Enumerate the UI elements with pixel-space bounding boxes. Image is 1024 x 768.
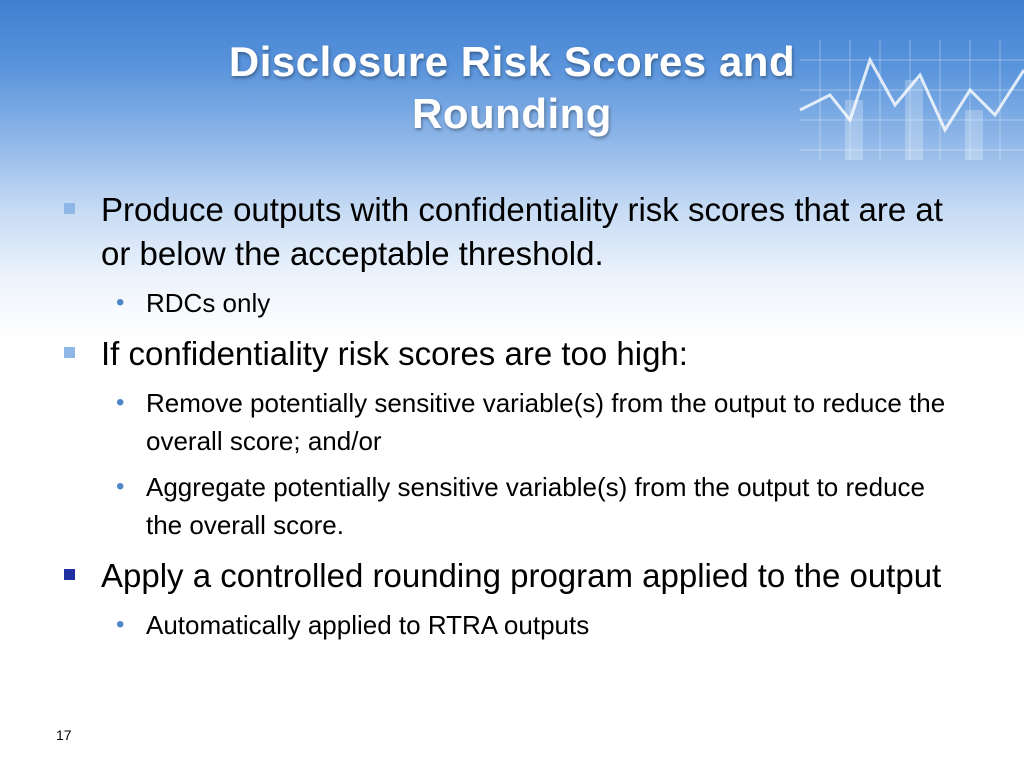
bullet-list bbox=[60, 188, 950, 644]
square-bullet-icon bbox=[64, 569, 75, 580]
sub-bullet-list bbox=[101, 384, 950, 544]
bullet-item bbox=[60, 332, 950, 544]
dot-bullet-icon: • bbox=[116, 611, 125, 638]
square-bullet-icon bbox=[64, 203, 75, 214]
bullet-item bbox=[60, 554, 950, 644]
title-line-2: Rounding bbox=[412, 90, 612, 137]
sub-bullet-text: RDCs only bbox=[146, 288, 271, 318]
square-bullet-icon bbox=[64, 347, 75, 358]
sub-bullet-item bbox=[60, 384, 950, 460]
bullet-item bbox=[60, 188, 950, 322]
sub-bullet-text: Aggregate potentially sensitive variable(s) from the output to reduce the overall score. bbox=[146, 472, 925, 540]
sub-bullet-text: Remove potentially sensitive variable(s) from the output to reduce the overall score; and/or bbox=[146, 388, 946, 456]
dot-bullet-icon: • bbox=[116, 389, 125, 416]
sub-bullet-text: Automatically applied to RTRA outputs bbox=[146, 610, 590, 640]
sub-bullet-list bbox=[101, 606, 950, 644]
bullet-text: Produce outputs with confidentiality risk scores that are at or below the acceptable threshold. bbox=[101, 191, 943, 272]
dot-bullet-icon: • bbox=[116, 473, 125, 500]
dot-bullet-icon: • bbox=[116, 289, 125, 316]
sub-bullet-list bbox=[101, 284, 950, 322]
bullet-text: Apply a controlled rounding program applied to the output bbox=[101, 557, 942, 594]
sub-bullet-item bbox=[60, 468, 950, 544]
slide-number: 17 bbox=[56, 727, 72, 743]
bullet-text: If confidentiality risk scores are too high: bbox=[101, 335, 688, 372]
sub-bullet-item bbox=[60, 284, 950, 322]
title-line-1: Disclosure Risk Scores and bbox=[228, 38, 796, 85]
slide-title bbox=[100, 36, 924, 140]
sub-bullet-item bbox=[60, 606, 950, 644]
